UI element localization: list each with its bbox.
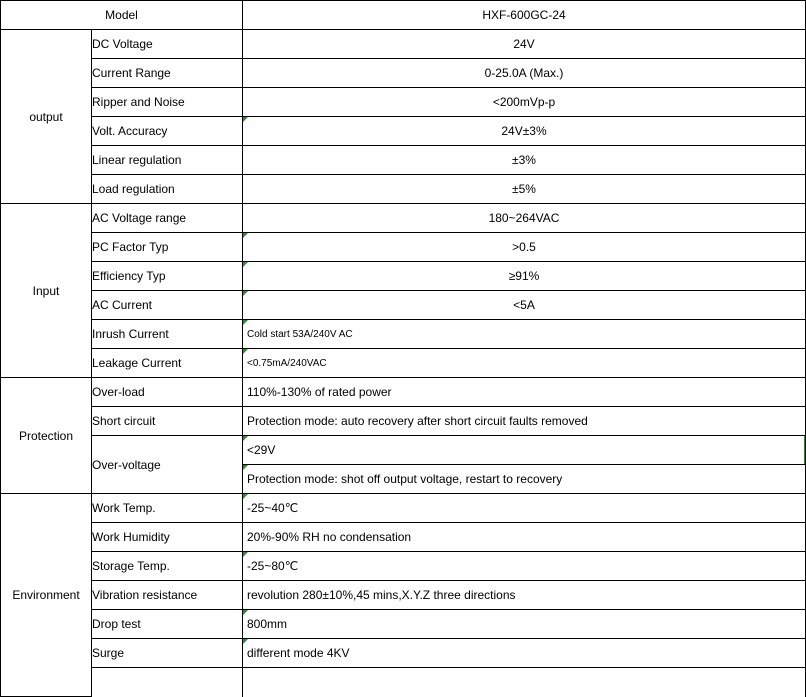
table-row xyxy=(1,523,806,552)
table-row xyxy=(1,436,806,465)
category-input: Input xyxy=(1,204,92,378)
table-row xyxy=(1,494,806,523)
category-protection: Protection xyxy=(1,378,92,494)
value-work-humidity: 20%-90% RH no condensation xyxy=(243,523,806,552)
value-storage-temp xyxy=(243,552,806,581)
param-surge: Surge xyxy=(92,639,243,668)
table-row xyxy=(1,378,806,407)
table-row xyxy=(1,233,806,262)
table-row xyxy=(1,30,806,59)
value-efficiency xyxy=(243,262,806,291)
value-text: Cold start 53A/240V AC xyxy=(247,328,353,340)
value-pf-factor xyxy=(243,233,806,262)
value-dc-voltage: 24V xyxy=(243,30,806,59)
cell-marker-icon xyxy=(243,320,248,325)
value-text: <0.75mA/240VAC xyxy=(247,357,327,369)
param-over-load: Over-load xyxy=(92,378,243,407)
table-row xyxy=(1,639,806,668)
table-row xyxy=(1,262,806,291)
value-ac-voltage-range: 180~264VAC xyxy=(243,204,806,233)
param-work-humidity: Work Humidity xyxy=(92,523,243,552)
value-over-load: 110%-130% of rated power xyxy=(243,378,806,407)
value-ac-current xyxy=(243,291,806,320)
cell-marker-icon xyxy=(243,465,248,470)
value-text: -25~40℃ xyxy=(247,501,299,515)
param-pf-factor: PC Factor Typ xyxy=(92,233,243,262)
value-text: ≥91% xyxy=(508,269,540,283)
value-inrush-current xyxy=(243,320,806,349)
param-ac-voltage-range: AC Voltage range xyxy=(92,204,243,233)
cell-marker-icon xyxy=(243,291,248,296)
value-text: 800mm xyxy=(247,617,288,631)
param-short-circuit: Short circuit xyxy=(92,407,243,436)
value-text: Protection mode: shot off output voltage, restart to recovery xyxy=(247,472,563,486)
category-output: output xyxy=(1,30,92,204)
value-work-temp xyxy=(243,494,806,523)
cell-marker-icon xyxy=(243,436,248,441)
value-text: >0.5 xyxy=(512,240,536,254)
param-current-range: Current Range xyxy=(92,59,243,88)
table-row xyxy=(1,175,806,204)
value-surge xyxy=(243,639,806,668)
cell-marker-icon xyxy=(243,639,248,644)
value-text: <29V xyxy=(247,443,276,457)
category-environment: Environment xyxy=(1,494,92,697)
value-drop-test xyxy=(243,610,806,639)
model-value: HXF-600GC-24 xyxy=(243,1,806,30)
cell-marker-icon xyxy=(243,262,248,267)
value-text: different mode 4KV xyxy=(247,646,350,660)
model-row xyxy=(1,1,806,30)
param-efficiency: Efficiency Typ xyxy=(92,262,243,291)
value-volt-accuracy xyxy=(243,117,806,146)
param-storage-temp: Storage Temp. xyxy=(92,552,243,581)
value-load-regulation: ±5% xyxy=(243,175,806,204)
cell-marker-icon xyxy=(243,552,248,557)
selection-handle[interactable] xyxy=(804,436,806,464)
table-row xyxy=(1,88,806,117)
param-ripple-noise: Ripper and Noise xyxy=(92,88,243,117)
cell-marker-icon xyxy=(243,610,248,615)
table-row xyxy=(1,349,806,378)
param-vibration: Vibration resistance xyxy=(92,581,243,610)
value-short-circuit: Protection mode: auto recovery after short circuit faults removed xyxy=(243,407,806,436)
table-row xyxy=(1,117,806,146)
table-row xyxy=(1,146,806,175)
param-drop-test: Drop test xyxy=(92,610,243,639)
param-over-voltage: Over-voltage xyxy=(92,436,243,494)
param-linear-regulation: Linear regulation xyxy=(92,146,243,175)
value-over-voltage xyxy=(243,436,806,465)
table-row xyxy=(1,668,806,697)
table-row xyxy=(1,204,806,233)
param-dc-voltage: DC Voltage xyxy=(92,30,243,59)
table-row xyxy=(1,291,806,320)
table-row xyxy=(1,581,806,610)
table-row xyxy=(1,552,806,581)
table-row xyxy=(1,320,806,349)
model-label: Model xyxy=(1,1,243,30)
param-empty xyxy=(92,668,243,697)
param-work-temp: Work Temp. xyxy=(92,494,243,523)
value-leakage-current xyxy=(243,349,806,378)
value-text: -25~80℃ xyxy=(247,559,299,573)
value-text: <5A xyxy=(513,298,535,312)
table-row xyxy=(1,407,806,436)
value-text: 24V±3% xyxy=(501,124,547,138)
table-row xyxy=(1,610,806,639)
param-leakage-current: Leakage Current xyxy=(92,349,243,378)
value-current-range: 0-25.0A (Max.) xyxy=(243,59,806,88)
param-inrush-current: Inrush Current xyxy=(92,320,243,349)
param-volt-accuracy: Volt. Accuracy xyxy=(92,117,243,146)
cell-marker-icon xyxy=(243,233,248,238)
param-load-regulation: Load regulation xyxy=(92,175,243,204)
cell-marker-icon xyxy=(243,494,248,499)
table-row xyxy=(1,59,806,88)
value-empty xyxy=(243,668,806,697)
cell-marker-icon xyxy=(243,349,248,354)
cell-marker-icon xyxy=(243,117,248,122)
value-ripple-noise: <200mVp-p xyxy=(243,88,806,117)
param-ac-current: AC Current xyxy=(92,291,243,320)
value-linear-regulation: ±3% xyxy=(243,146,806,175)
value-vibration: revolution 280±10%,45 mins,X.Y.Z three directions xyxy=(243,581,806,610)
value-over-voltage-mode xyxy=(243,465,806,494)
